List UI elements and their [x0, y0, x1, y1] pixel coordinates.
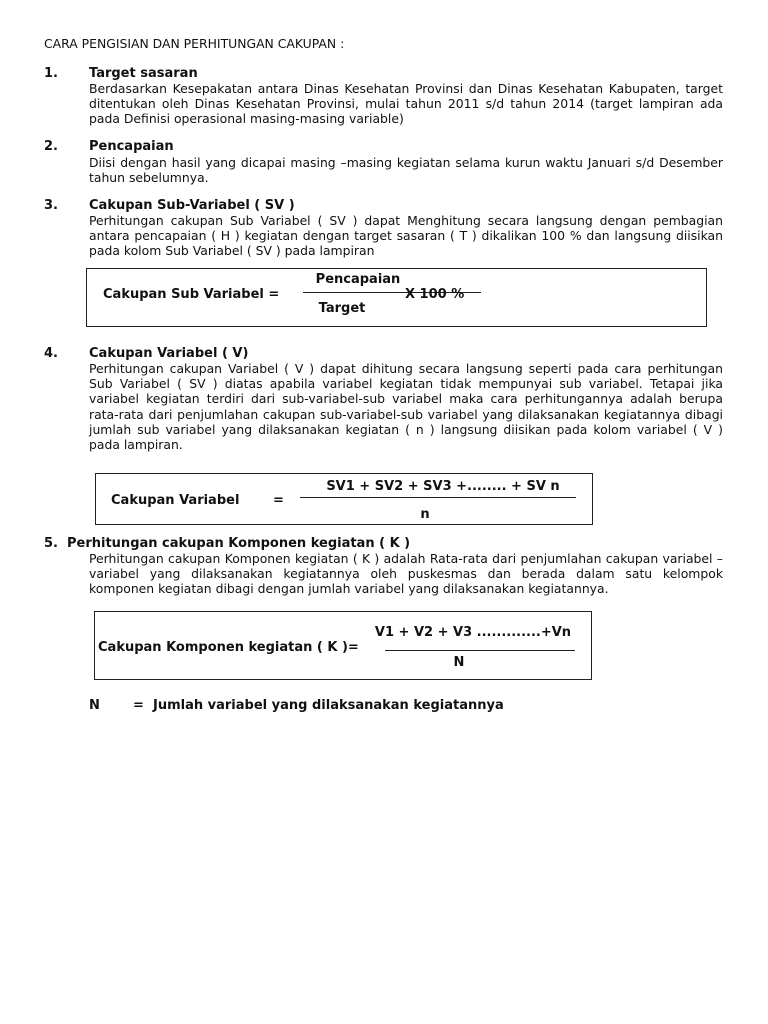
formula-komponen-label: Cakupan Komponen kegiatan ( K )=: [98, 640, 359, 655]
formula-variabel-label: Cakupan Variabel: [111, 493, 240, 508]
formula-komponen-denominator: N: [453, 655, 465, 670]
section-3-number: 3.: [44, 198, 58, 213]
legend-symbol: N: [89, 698, 100, 713]
section-5-number: 5.: [44, 536, 58, 551]
section-2-number: 2.: [44, 139, 58, 154]
section-1-body: Berdasarkan Kesepakatan antara Dinas Kesehatan Provinsi dan Dinas Kesehatan Kabupaten, target ditentukan oleh Dinas Kesehatan Provinsi, mulai tahun 2011 s/d tahun 2014 (target lampiran ada pada Definisi operasional masing-masing variable): [89, 81, 723, 127]
formula-variabel-denominator: n: [420, 507, 430, 522]
formula-sub-variabel-label: Cakupan Sub Variabel =: [103, 287, 280, 302]
section-3-heading: Cakupan Sub-Variabel ( SV ): [89, 198, 295, 213]
document-title: CARA PENGISIAN DAN PERHITUNGAN CAKUPAN :: [44, 36, 345, 51]
formula-sub-variabel-box: [86, 268, 707, 327]
section-4-number: 4.: [44, 346, 58, 361]
formula-sub-variabel-multiplier: X 100 %: [405, 287, 465, 302]
section-1-number: 1.: [44, 66, 58, 81]
formula-komponen-numerator: V1 + V2 + V3 .............+Vn: [374, 625, 572, 640]
formula-variabel-fraction-line: [300, 497, 576, 498]
formula-variabel-numerator: SV1 + SV2 + SV3 +........ + SV n: [326, 479, 560, 494]
formula-sub-variabel-denominator: Target: [318, 301, 366, 316]
section-2-heading: Pencapaian: [89, 139, 174, 154]
legend-text: Jumlah variabel yang dilaksanakan kegiatannya: [153, 698, 504, 713]
section-4-body: Perhitungan cakupan Variabel ( V ) dapat dihitung secara langsung seperti pada cara perhitungan Sub Variabel ( SV ) diatas apabila variabel kegiatan tidak mempunyai sub variabel. Tetapai jika variabel kegiatan terdiri dari sub-variabel-sub variabel maka cara perhitungannya adalah berupa rata-rata dari penjumlahan cakupan sub-variabel-sub variabel yang dilaksanakan kegiatannya dibagi jumlah sub variabel yang dilaksanakan kegiatan ( n ) langsung diisikan pada kolom variabel ( V ) pada lampiran.: [89, 361, 723, 453]
section-1-heading: Target sasaran: [89, 66, 198, 81]
section-2-body: Diisi dengan hasil yang dicapai masing –masing kegiatan selama kurun waktu Januari s/d Desember tahun sebelumnya.: [89, 155, 723, 186]
formula-komponen-box: [94, 611, 592, 680]
formula-variabel-box: [95, 473, 593, 525]
formula-variabel-equals: =: [273, 493, 284, 508]
formula-komponen-fraction-line: [385, 650, 575, 651]
section-4-heading: Cakupan Variabel ( V): [89, 346, 249, 361]
section-3-body: Perhitungan cakupan Sub Variabel ( SV ) dapat Menghitung secara langsung dengan pembagian antara pencapaian ( H ) kegiatan dengan target sasaran ( T ) dikalikan 100 % dan langsung diisikan pada kolom Sub Variabel ( SV ) pada lampiran: [89, 213, 723, 259]
legend-equals: =: [133, 698, 144, 713]
section-5-heading: Perhitungan cakupan Komponen kegiatan ( K ): [67, 536, 411, 551]
formula-sub-variabel-numerator: Pencapaian: [315, 272, 401, 287]
section-5-body: Perhitungan cakupan Komponen kegiatan ( K ) adalah Rata-rata dari penjumlahan cakupan variabel –variabel yang dilaksanakan kegiatannya oleh puskesmas dan berada dalam satu kelompok komponen kegiatan dibagi dengan jumlah variabel yang dilaksanakan kegiatannya.: [89, 551, 723, 597]
